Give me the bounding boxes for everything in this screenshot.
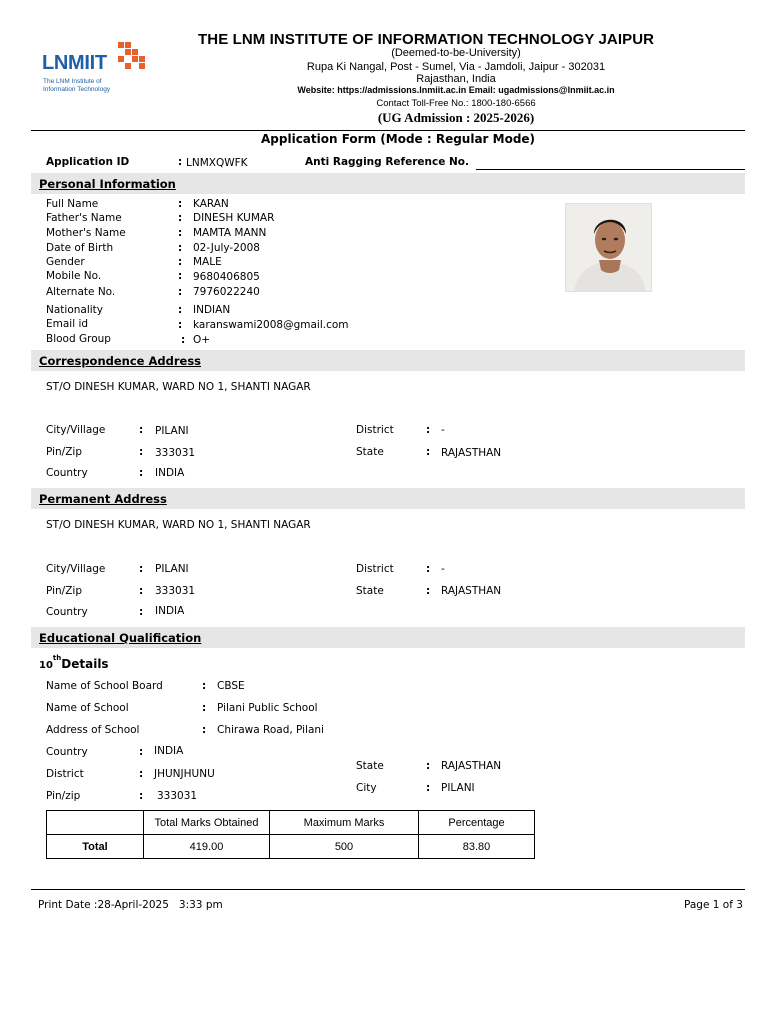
section-permanent-address [31,488,745,509]
field-label: Nationality [46,304,104,316]
colon: : [178,198,183,210]
permanent-state: RAJASTHAN [441,585,502,597]
colon: : [202,724,207,736]
form-title: Application Form (Mode : Regular Mode) [261,132,536,146]
section-correspondence-address [31,350,745,371]
table-cell-total-label: Total [47,835,144,859]
field-value-mobile: 9680406805 [193,271,260,283]
colon: : [139,790,144,802]
colon: : [426,424,431,436]
section-heading: Permanent Address [39,492,167,506]
field-label: District [46,768,84,780]
institute-name: THE LNM INSTITUTE OF INFORMATION TECHNOLOGY JAIPUR [198,31,655,48]
field-label: Mother's Name [46,227,126,239]
admission-year: (UG Admission : 2025-2026) [377,110,535,125]
colon: : [139,563,144,575]
field-value-email: karanswami2008@gmail.com [193,319,349,331]
school-address: Chirawa Road, Pilani [217,724,324,736]
colon: : [426,760,431,772]
colon: : [178,156,183,168]
colon: : [181,334,186,346]
field-label: State [356,446,384,458]
institute-address-line-1: Rupa Ki Nangal, Post - Sumel, Via - Jamdoli, Jaipur - 302031 [306,61,606,73]
colon: : [139,424,144,436]
colon: : [139,606,144,618]
table-header-cell: Maximum Marks [270,811,419,835]
colon: : [139,585,144,597]
correspondence-city: PILANI [155,425,189,437]
anti-ragging-line [476,169,745,170]
field-label: Full Name [46,198,99,210]
field-label: Name of School Board [46,680,163,692]
applicant-photo [565,203,652,292]
field-label: City/Village [46,563,106,575]
section-heading: Educational Qualification [39,631,202,645]
school-state: RAJASTHAN [441,760,502,772]
colon: : [426,563,431,575]
field-label: Pin/Zip [46,585,82,597]
field-label: City [356,782,377,794]
field-label: State [356,760,384,772]
field-value-father-name: DINESH KUMAR [193,212,275,224]
colon: : [202,702,207,714]
correspondence-country: INDIA [155,467,185,479]
field-value-full-name: KARAN [193,198,229,210]
table-header-cell: Total Marks Obtained [144,811,270,835]
colon: : [202,680,207,692]
school-district: JHUNJHUNU [154,768,215,780]
colon: : [178,304,183,316]
print-date: Print Date :28-April-2025 3:33 pm [38,899,223,911]
table-header-cell [47,811,144,835]
section-personal-information [31,173,745,194]
table-row [47,811,535,835]
deemed-university: (Deemed-to-be-University) [391,47,521,59]
field-label: Country [46,467,88,479]
school-pin: 333031 [157,790,198,802]
school-name: Pilani Public School [217,702,318,714]
field-label: State [356,585,384,597]
colon: : [139,467,144,479]
section-heading: Personal Information [39,177,176,191]
field-label: Address of School [46,724,140,736]
field-value-gender: MALE [193,256,222,268]
field-value-alternate: 7976022240 [193,286,260,298]
field-label: Blood Group [46,333,111,345]
institute-address-line-2: Rajasthan, India [416,73,496,85]
tenth-details-heading: 10thDetails [39,654,109,671]
permanent-address-line: ST/O DINESH KUMAR, WARD NO 1, SHANTI NAGAR [46,519,311,531]
application-id-label: Application ID [46,156,130,168]
colon: : [426,782,431,794]
table-header-cell: Percentage [419,811,535,835]
field-label: District [356,563,394,575]
footer-divider [31,889,745,890]
colon: : [178,270,183,282]
colon: : [178,256,183,268]
table-row [47,835,535,859]
website-email: Website: https://admissions.lnmiit.ac.in Email: ugadmissions@lnmiit.ac.in [297,85,615,95]
school-board: CBSE [217,680,245,692]
field-value-nationality: INDIAN [193,304,231,316]
correspondence-state: RAJASTHAN [441,447,502,459]
field-label: Alternate No. [46,286,116,298]
colon: : [178,212,183,224]
school-country: INDIA [154,745,184,757]
field-label: Country [46,606,88,618]
colon: : [139,746,144,758]
field-value-mother-name: MAMTA MANN [193,227,267,239]
logo-grid-icon [118,42,146,70]
field-label: Name of School [46,702,129,714]
permanent-pin: 333031 [155,585,196,597]
page-number: Page 1 of 3 [684,899,743,911]
field-label: Email id [46,318,89,330]
colon: : [426,585,431,597]
field-label: Gender [46,256,85,268]
anti-ragging-label: Anti Ragging Reference No. [305,156,469,168]
table-cell-percentage: 83.80 [419,835,535,859]
application-id-value: LNMXQWFK [186,157,248,169]
colon: : [426,446,431,458]
field-label: Father's Name [46,212,122,224]
logo-wordmark: LNMIIT [42,52,107,74]
field-label: Country [46,746,88,758]
correspondence-district: - [441,424,445,436]
institute-logo [38,42,150,96]
colon: : [139,768,144,780]
field-label: Pin/zip [46,790,81,802]
correspondence-pin: 333031 [155,447,196,459]
permanent-city: PILANI [155,563,189,575]
section-educational-qualification [31,627,745,648]
table-cell-max-marks: 500 [270,835,419,859]
school-city: PILANI [441,782,475,794]
colon: : [178,227,183,239]
colon: : [178,242,183,254]
colon: : [139,446,144,458]
colon: : [178,286,183,298]
marks-table [46,810,535,859]
field-label: Pin/Zip [46,446,82,458]
table-cell-marks-obtained: 419.00 [144,835,270,859]
field-value-blood-group: O+ [193,334,211,346]
field-label: Date of Birth [46,242,114,254]
header-divider [31,130,745,131]
field-value-dob: 02-July-2008 [193,242,260,254]
permanent-country: INDIA [155,605,185,617]
correspondence-address-line: ST/O DINESH KUMAR, WARD NO 1, SHANTI NAGAR [46,381,311,393]
field-label: City/Village [46,424,106,436]
field-label: District [356,424,394,436]
section-heading: Correspondence Address [39,354,202,368]
logo-subtitle: The LNM Institute of Information Technology [43,78,111,93]
colon: : [178,319,183,331]
field-label: Mobile No. [46,270,102,282]
permanent-district: - [441,563,445,575]
toll-free-number: Contact Toll-Free No.: 1800-180-6566 [376,98,536,109]
